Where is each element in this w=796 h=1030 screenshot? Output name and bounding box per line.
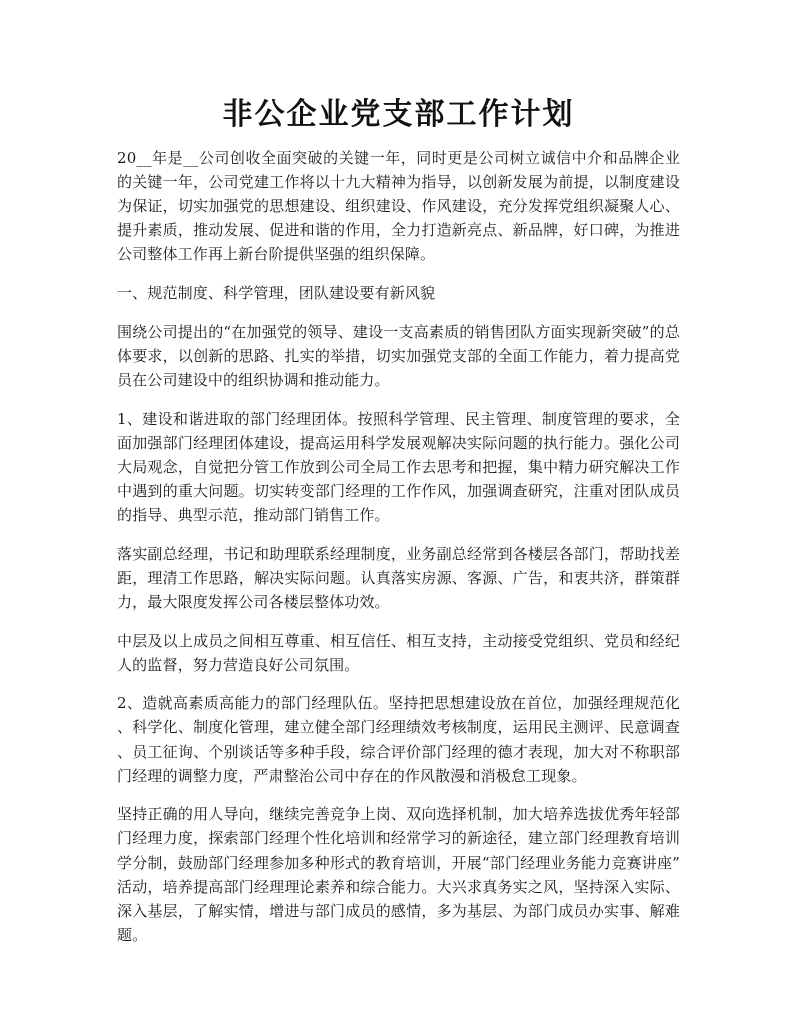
document-body (117, 146, 680, 947)
paragraph-item-2: 2、造就高素质高能力的部门经理队伍。坚持把思想建设放在首位，加强经理规范化、科学化、制度化管理，建立健全部门经理绩效考核制度，运用民主测评、民意调查、员工征询、个别谈话等多种手段，综合评价部门经理的德才表现，加大对不称职部门经理的调整力度，严肃整治公司中存在的作风散漫和消极怠工现象。 (117, 694, 680, 785)
paragraph-contact-system: 落实副总经理，书记和助理联系经理制度，业务副总经常到各楼层各部门，帮助找差距，理清工作思路，解决实际问题。认真落实房源、客源、广告，和衷共济，群策群力，最大限度发挥公司各楼层整体功效。 (117, 544, 680, 611)
paragraph-mutual-respect: 中层及以上成员之间相互尊重、相互信任、相互支持，主动接受党组织、党员和经纪人的监督，努力营造良好公司氛围。 (117, 631, 680, 674)
paragraph-talent-guidance: 坚持正确的用人导向，继续完善竞争上岗、双向选择机制，加大培养选拔优秀年轻部门经理力度，探索部门经理个性化培训和经常学习的新途径，建立部门经理教育培训学分制，鼓励部门经理参加多种形式的教育培训，开展“部门经理业务能力竞赛讲座”活动，培养提高部门经理理论素养和综合能力。大兴求真务实之风，坚持深入实际、深入基层，了解实情，增进与部门成员的感情，多为基层、为部门成员办实事、解难题。 (117, 805, 680, 944)
document-page (117, 0, 680, 961)
paragraph-requirements: 围绕公司提出的“在加强党的领导、建设一支高素质的销售团队方面实现新突破”的总体要求，以创新的思路、扎实的举措，切实加强党支部的全面工作能力，着力提高党员在公司建设中的组织协调和推动能力。 (117, 322, 680, 389)
paragraph-intro: 20__年是__公司创收全面突破的关键一年，同时更是公司树立诚信中介和品牌企业的关键一年，公司党建工作将以十九大精神为指导，以创新发展为前提，以制度建设为保证，切实加强党的思想建设、组织建设、作风建设，充分发挥党组织凝聚人心、提升素质，推动发展、促进和谐的作用，全力打造新亮点、新品牌，好口碑，为推进公司整体工作再上新台阶提供坚强的组织保障。 (117, 149, 680, 264)
section-heading-1: 一、规范制度、科学管理，团队建设要有新风貌 (117, 284, 436, 303)
paragraph-item-1: 1、建设和谐进取的部门经理团体。按照科学管理、民主管理、制度管理的要求，全面加强部门经理团体建设，提高运用科学发展观解决实际问题的执行能力。强化公司大局观念，自觉把分管工作放到公司全局工作去思考和把握，集中精力研究解决工作中遇到的重大问题。切实转变部门经理的工作作风，加强调查研究，注重对团队成员的指导、典型示范，推动部门销售工作。 (117, 409, 680, 524)
document-title: 非公企业党支部工作计划 (222, 97, 575, 132)
